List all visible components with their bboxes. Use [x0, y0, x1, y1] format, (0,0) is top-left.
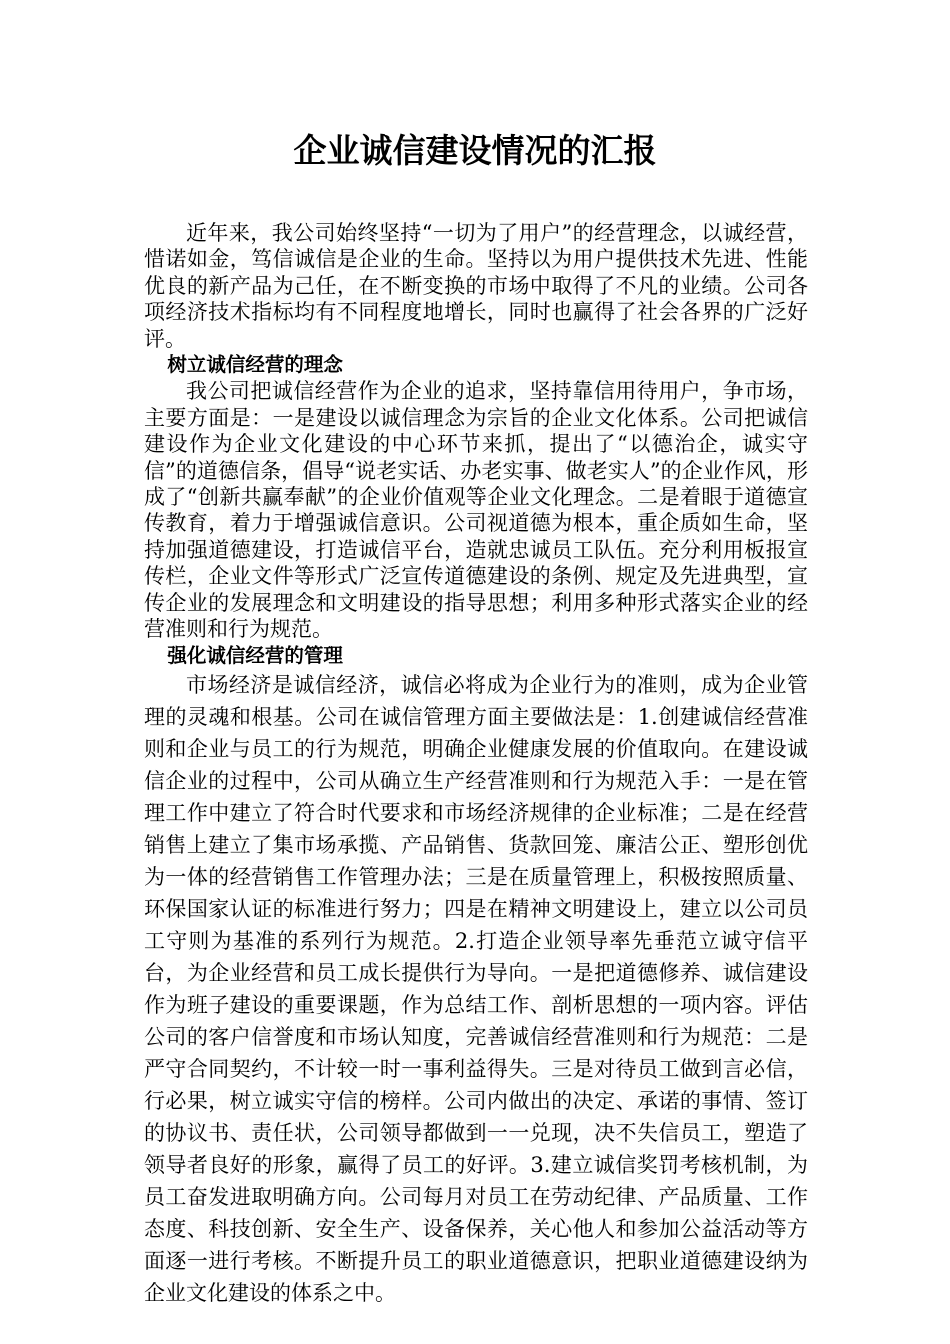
- section2-heading: 强化诚信经营的管理: [167, 643, 343, 667]
- section1-paragraph: 我公司把诚信经营作为企业的追求，坚持靠信用待用户，争市场，主要方面是：一是建设以诚信理念为宗旨的企业文化体系。公司把诚信建设作为企业文化建设的中心环节来抓，提出了“以德治企，诚实守信”的道德信条，倡导“说老实话、办老实事、做老实人”的企业作风，形成了“创新共赢奉献”的企业价值观等企业文化理念。二是着眼于道德宣传教育，着力于增强诚信意识。公司视道德为根本，重企质如生命，坚持加强道德建设，打造诚信平台，造就忠诚员工队伍。充分利用板报宣传栏，企业文件等形式广泛宣传道德建设的条例、规定及先进典型，宣传企业的发展理念和文明建设的指导思想；利用多种形式落实企业的经营准则和行为规范。: [144, 379, 808, 642]
- section2-paragraph: 市场经济是诚信经济，诚信必将成为企业行为的准则，成为企业管理的灵魂和根基。公司在诚信管理方面主要做法是：1.创建诚信经营准则和企业与员工的行为规范，明确企业健康发展的价值取向。在建设诚信企业的过程中，公司从确立生产经营准则和行为规范入手：一是在管理工作中建立了符合时代要求和市场经济规律的企业标准；二是在经营销售上建立了集市场承揽、产品销售、货款回笼、廉洁公正、塑形创优为一体的经营销售工作管理办法；三是在质量管理上，积极按照质量、环保国家认证的标准进行努力；四是在精神文明建设上，建立以公司员工守则为基准的系列行为规范。2.打造企业领导率先垂范立诚守信平台，为企业经营和员工成长提供行为导向。一是把道德修养、诚信建设作为班子建设的重要课题，作为总结工作、剖析思想的一项内容。评估公司的客户信誉度和市场认知度，完善诚信经营准则和行为规范：二是严守合同契约，不计较一时一事利益得失。三是对待员工做到言必信，行必果，树立诚实守信的榜样。公司内做出的决定、承诺的事情、签订的协议书、责任状，公司领导都做到一一兑现，决不失信员工，塑造了领导者良好的形象，赢得了员工的好评。3.建立诚信奖罚考核机制，为员工奋发进取明确方向。公司每月对员工在劳动纪律、产品质量、工作态度、科技创新、安全生产、设备保养，关心他人和参加公益活动等方面逐一进行考核。不断提升员工的职业道德意识，把职业道德建设纳为企业文化建设的体系之中。: [144, 672, 808, 1305]
- document-body: [144, 220, 808, 1309]
- intro-paragraph: 近年来，我公司始终坚持“一切为了用户”的经营理念，以诚经营，惜诺如金，笃信诚信是企业的生命。坚持以为用户提供技术先进、性能优良的新产品为己任，在不断变换的市场中取得了不凡的业绩。公司各项经济技术指标均有不同程度地增长，同时也赢得了社会各界的广泛好评。: [144, 221, 808, 351]
- section1-heading: 树立诚信经营的理念: [167, 353, 343, 377]
- document-title: 企业诚信建设情况的汇报: [293, 131, 657, 170]
